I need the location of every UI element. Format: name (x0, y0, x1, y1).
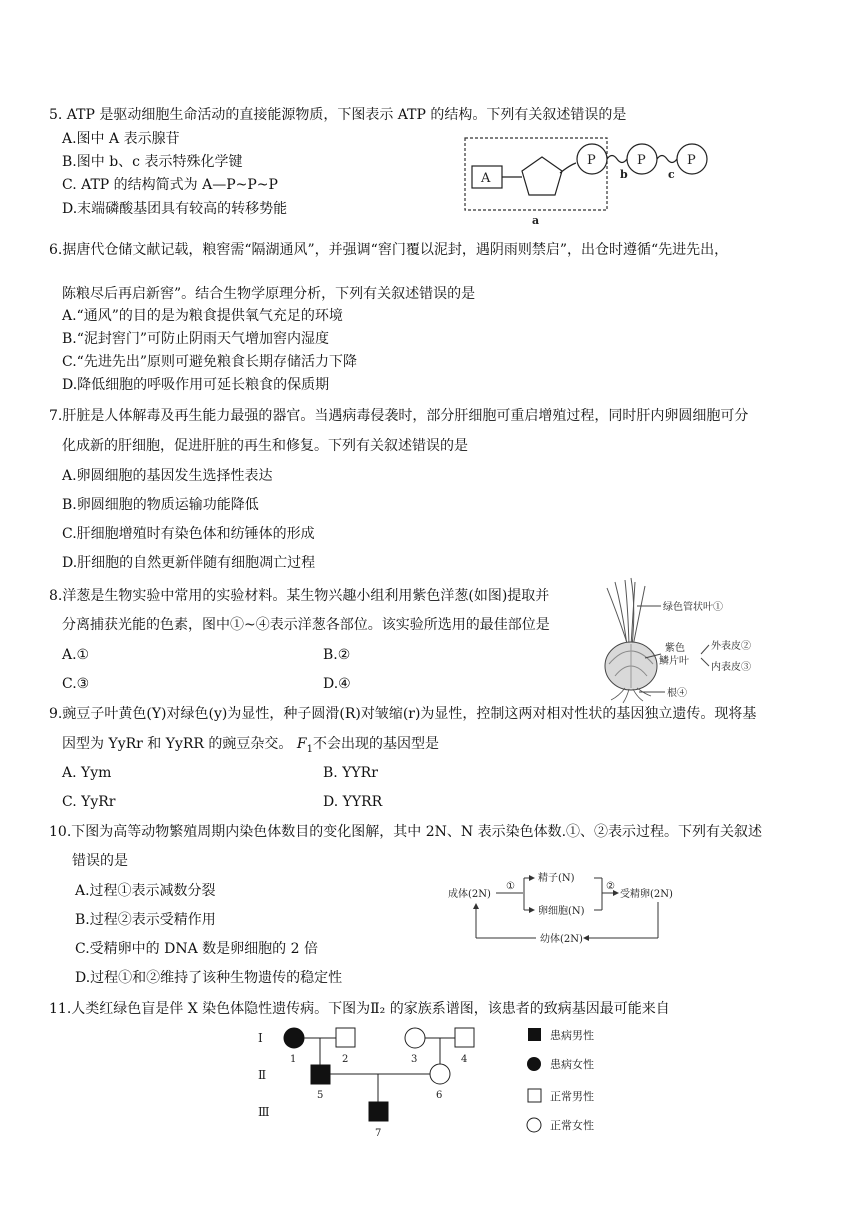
individual-5-number: 5 (317, 1090, 324, 1101)
legend-normal-female: 正常女性 (550, 1119, 594, 1132)
q7-stem-line1: 7.肝脏是人体解毒及再生能力最强的器官。当遇病毒侵袭时，部分肝细胞可重启增殖过程，同时肝内卵圆细胞可分 (49, 408, 749, 424)
q10-option-b: B.过程②表示受精作用 (75, 912, 216, 928)
process-2-label: ② (606, 881, 615, 892)
bond-b-label: b (620, 168, 628, 181)
legend-normal-male-icon (528, 1089, 541, 1102)
q5-option-d: D.末端磷酸基团具有较高的转移势能 (62, 201, 288, 217)
q10-option-c: C.受精卵中的 DNA 数是卵细胞的 2 倍 (75, 941, 318, 957)
q8-stem-line2: 分离捕获光能的色素，图中①~④表示洋葱各部位。该实验所选用的最佳部位是 (62, 617, 550, 633)
label-a: a (532, 214, 540, 227)
q8-option-d: D.④ (323, 676, 351, 692)
reproduction-cycle-diagram (446, 866, 673, 946)
q7-option-c: C.肝细胞增殖时有染色体和纺锤体的形成 (62, 526, 315, 542)
phosphate-3-label: P (687, 153, 696, 168)
onion-figure (595, 578, 770, 704)
individual-3 (405, 1028, 425, 1048)
adult-label: 成体(2N) (448, 889, 491, 900)
legend-normal-female-icon (527, 1118, 541, 1132)
legend-affected-male-icon (528, 1028, 541, 1041)
generation-3-label: Ⅲ (258, 1105, 270, 1119)
q9-stem-line1: 9.豌豆子叶黄色(Y)对绿色(y)为显性，种子圆滑(R)对皱缩(r)为显性，控制这两对相对性状的基因独立遗传。现将基 (49, 706, 757, 722)
q9-f-subscript: 1 (306, 743, 313, 755)
q9-option-b: B. YYRr (323, 765, 378, 781)
q7-stem-line2: 化成新的肝细胞，促进肝脏的再生和修复。下列有关叙述错误的是 (62, 438, 468, 454)
legend-affected-female: 患病女性 (550, 1058, 594, 1071)
young-label: 幼体(2N) (540, 934, 583, 945)
legend-affected-female-icon (527, 1057, 541, 1071)
q7-option-b: B.卵圆细胞的物质运输功能降低 (62, 497, 259, 513)
legend-normal-male: 正常男性 (550, 1090, 594, 1103)
q10-option-a: A.过程①表示减数分裂 (75, 883, 216, 899)
q5-option-c: C. ATP 的结构简式为 A—P~P~P (62, 177, 278, 193)
q9-option-d: D. YYRR (323, 794, 383, 810)
bond-c-label: c (668, 168, 675, 181)
sperm-label: 精子(N) (538, 873, 575, 884)
q6-stem-line1: 6.据唐代仓储文献记载，粮窖需“隔湖通风”，并强调“窖门覆以泥封，遇阴雨则禁启”，出仓时遵循“先进先出， (49, 242, 729, 258)
q11-stem: 11.人类红绿色盲是伴 X 染色体隐性遗传病。下图为Ⅱ₂ 的家族系谱图，该患者的致病基因最可能来自 (49, 1001, 670, 1017)
onion-label-purple: 紫色 (665, 643, 685, 654)
individual-2 (336, 1028, 355, 1047)
onion-label-inner: 内表皮③ (711, 662, 751, 673)
zygote-label: 受精卵(2N) (620, 889, 673, 900)
q9-option-c: C. YyRr (62, 794, 116, 810)
onion-label-1: 绿色管状叶① (663, 602, 723, 613)
pedigree-chart (250, 1022, 630, 1142)
individual-2-number: 2 (342, 1054, 349, 1065)
onion-label-scale: 鳞片叶 (659, 656, 689, 667)
egg-label: 卵细胞(N) (538, 906, 585, 917)
generation-2-label: Ⅱ (258, 1068, 267, 1082)
individual-7-number: 7 (375, 1128, 382, 1139)
q8-option-b: B.② (323, 647, 351, 663)
individual-6 (430, 1064, 450, 1084)
q6-option-a: A.“通风”的目的是为粮食提供氧气充足的环境 (62, 308, 343, 324)
q5-stem: 5. ATP 是驱动细胞生命活动的直接能源物质，下图表示 ATP 的结构。下列有关叙述错误的是 (49, 107, 627, 123)
q6-option-d: D.降低细胞的呼吸作用可延长粮食的保质期 (62, 377, 330, 393)
phosphate-2-label: P (637, 153, 646, 168)
q5-option-a: A.图中 A 表示腺苷 (62, 131, 180, 147)
q9-option-a: A. Yym (62, 765, 112, 781)
q7-option-d: D.肝细胞的自然更新伴随有细胞凋亡过程 (62, 555, 316, 571)
q10-stem-line1: 10.下图为高等动物繁殖周期内染色体数目的变化图解，其中 2N、N 表示染色体数.①、②表示过程。下列有关叙述 (49, 824, 763, 840)
q7-option-a: A.卵圆细胞的基因发生选择性表达 (62, 468, 273, 484)
individual-4-number: 4 (461, 1054, 468, 1065)
q9-stem-text: 因型为 YyRr 和 YyRR 的豌豆杂交。 (62, 736, 293, 752)
individual-6-number: 6 (436, 1090, 443, 1101)
q6-option-b: B.“泥封窖门”可防止阴雨天气增加窖内湿度 (62, 331, 330, 347)
q8-option-a: A.① (62, 647, 90, 663)
adenine-label: A (481, 171, 491, 186)
atp-structure-figure (460, 135, 720, 230)
q9-stem-tail: 不会出现的基因型是 (312, 736, 439, 752)
legend-affected-male: 患病男性 (550, 1029, 594, 1042)
process-1-label: ① (506, 881, 515, 892)
generation-1-label: Ⅰ (258, 1031, 263, 1045)
individual-4 (455, 1028, 474, 1047)
q6-stem-line2: 陈粮尽后再启新窖”。结合生物学原理分析，下列有关叙述错误的是 (62, 286, 476, 302)
q8-stem-line1: 8.洋葱是生物实验中常用的实验材料。某生物兴趣小组利用紫色洋葱(如图)提取并 (49, 588, 550, 604)
q10-option-d: D.过程①和②维持了该种生物遗传的稳定性 (75, 970, 343, 986)
individual-5 (311, 1065, 330, 1084)
q9-f-symbol: F (296, 736, 307, 752)
onion-label-outer: 外表皮② (711, 641, 751, 652)
ribose-pentagon (522, 157, 562, 195)
q10-stem-line2: 错误的是 (72, 853, 128, 869)
q5-option-b: B.图中 b、c 表示特殊化学键 (62, 154, 243, 170)
individual-1 (284, 1028, 304, 1048)
individual-7 (369, 1102, 388, 1121)
individual-3-number: 3 (411, 1054, 418, 1065)
tubular-leaves (607, 578, 645, 646)
phosphate-1-label: P (587, 153, 596, 168)
individual-1-number: 1 (290, 1054, 297, 1065)
q8-option-c: C.③ (62, 676, 90, 692)
q6-option-c: C.“先进先出”原则可避免粮食长期存储活力下降 (62, 354, 357, 370)
onion-label-root: 根④ (667, 688, 687, 699)
q9-stem-line2 (62, 735, 439, 759)
